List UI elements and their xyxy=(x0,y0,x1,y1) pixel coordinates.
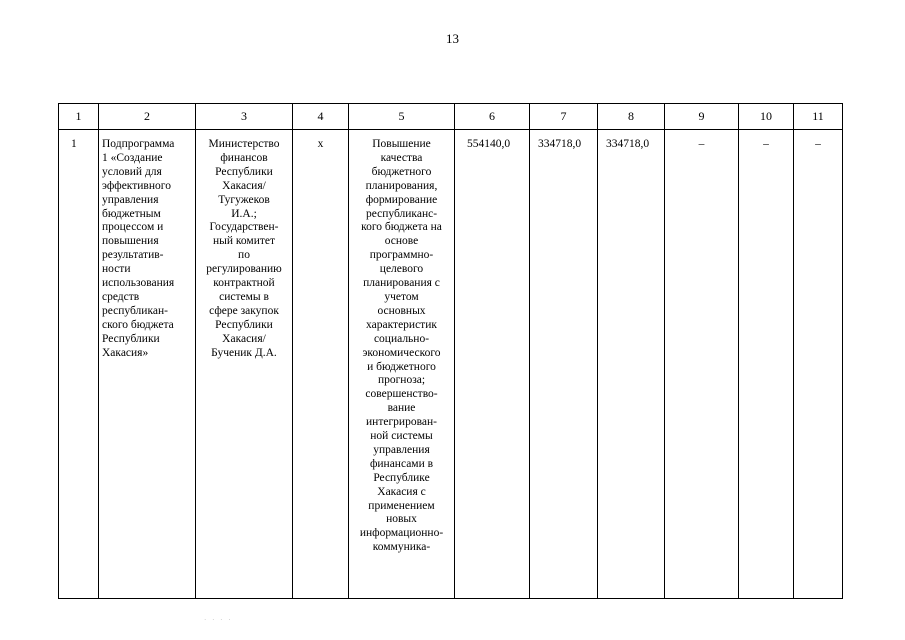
text-line: Подпрограмма xyxy=(102,138,175,150)
text-line: качества xyxy=(380,151,423,164)
text-line: 1 «Создание xyxy=(102,151,163,164)
text-line: Государствен- xyxy=(209,221,279,234)
text-line: контрактной xyxy=(213,277,275,290)
text-line: системы в xyxy=(219,290,269,303)
text-line: формирование xyxy=(365,193,438,206)
header-cell: 11 xyxy=(794,104,843,130)
col10-cell: – xyxy=(739,130,794,599)
text-line: интегрирован- xyxy=(366,416,437,429)
text-line: вание xyxy=(387,402,416,415)
text-line: управления xyxy=(373,443,430,456)
text-line: управления xyxy=(102,193,159,206)
page-number: 13 xyxy=(446,31,459,46)
text-line: условий для xyxy=(102,165,162,178)
scan-artifact: · · · · xyxy=(204,616,233,624)
text-line: ского бюджета xyxy=(102,318,174,331)
col11-cell: – xyxy=(794,130,843,599)
text-line: бюджетного xyxy=(371,165,432,178)
text-line: Хакасия» xyxy=(102,346,149,359)
text-line: учетом xyxy=(384,290,419,303)
text-line: Республики xyxy=(215,318,273,331)
goal-lines xyxy=(352,138,451,555)
row-number-cell: 1 xyxy=(59,130,99,599)
col9-cell: – xyxy=(665,130,739,599)
text-line: республикан- xyxy=(102,304,168,317)
table-row xyxy=(59,130,843,599)
text-line: Тугужеков xyxy=(218,193,270,206)
text-line: экономического xyxy=(362,346,441,359)
text-line: И.А.; xyxy=(231,207,257,220)
header-cell: 7 xyxy=(530,104,598,130)
executor-cell xyxy=(196,130,293,599)
text-line: Бученик Д.А. xyxy=(211,346,277,359)
text-line: применением xyxy=(368,499,435,512)
text-line: финансов xyxy=(220,151,268,164)
text-line: Республике xyxy=(373,471,430,484)
header-cell: 2 xyxy=(99,104,196,130)
text-line: Хакасия/ xyxy=(222,179,266,192)
text-line: процессом и xyxy=(102,221,164,234)
header-cell: 9 xyxy=(665,104,739,130)
amount-col7-cell: 334718,0 xyxy=(530,130,598,599)
text-line: Хакасия/ xyxy=(222,332,266,345)
text-line: Министерство xyxy=(208,138,280,150)
text-line: ный комитет xyxy=(212,235,276,248)
amount-col8-cell: 334718,0 xyxy=(598,130,665,599)
program-lines xyxy=(102,138,192,361)
text-line: совершенство- xyxy=(365,388,438,401)
header-cell: 6 xyxy=(455,104,530,130)
header-cell: 10 xyxy=(739,104,794,130)
text-line: Повышение xyxy=(372,138,431,150)
text-line: Хакасия с xyxy=(377,485,426,498)
header-cell: 8 xyxy=(598,104,665,130)
text-line: кого бюджета на xyxy=(361,221,442,234)
text-line: средств xyxy=(102,290,140,303)
executor-lines xyxy=(199,138,289,361)
text-line: основных xyxy=(377,304,426,317)
budget-table xyxy=(58,103,843,599)
text-line: прогноза; xyxy=(377,374,426,387)
text-line: использования xyxy=(102,277,175,290)
text-line: программно- xyxy=(369,249,434,262)
text-line: новых xyxy=(386,513,417,526)
text-line: планирования с xyxy=(363,277,440,290)
text-line: ности xyxy=(102,263,131,276)
text-line: по xyxy=(238,249,250,262)
text-line: социально- xyxy=(373,332,430,345)
table-header-row xyxy=(59,104,843,130)
text-line: целевого xyxy=(379,263,424,276)
text-line: планирования, xyxy=(365,179,438,192)
program-name-cell xyxy=(99,130,196,599)
text-line: характеристик xyxy=(366,318,437,331)
col4-cell: х xyxy=(293,130,349,599)
text-line: регулированию xyxy=(206,263,282,276)
text-line: основе xyxy=(384,235,419,248)
text-line: коммуника- xyxy=(372,541,431,554)
text-line: повышения xyxy=(102,235,159,248)
text-line: бюджетным xyxy=(102,207,161,220)
header-cell: 3 xyxy=(196,104,293,130)
text-line: ной системы xyxy=(370,430,433,443)
text-line: эффективного xyxy=(102,179,171,192)
text-line: результатив- xyxy=(102,249,164,262)
header-cell: 5 xyxy=(349,104,455,130)
text-line: республиканс- xyxy=(365,207,438,220)
header-cell: 4 xyxy=(293,104,349,130)
text-line: и бюджетного xyxy=(367,360,436,373)
amount-col6-cell: 554140,0 xyxy=(455,130,530,599)
text-line: Республики xyxy=(215,165,273,178)
goal-cell xyxy=(349,130,455,599)
text-line: Республики xyxy=(102,332,160,345)
header-cell: 1 xyxy=(59,104,99,130)
text-line: информационно- xyxy=(359,527,444,540)
text-line: финансами в xyxy=(369,457,434,470)
text-line: сфере закупок xyxy=(209,304,279,317)
